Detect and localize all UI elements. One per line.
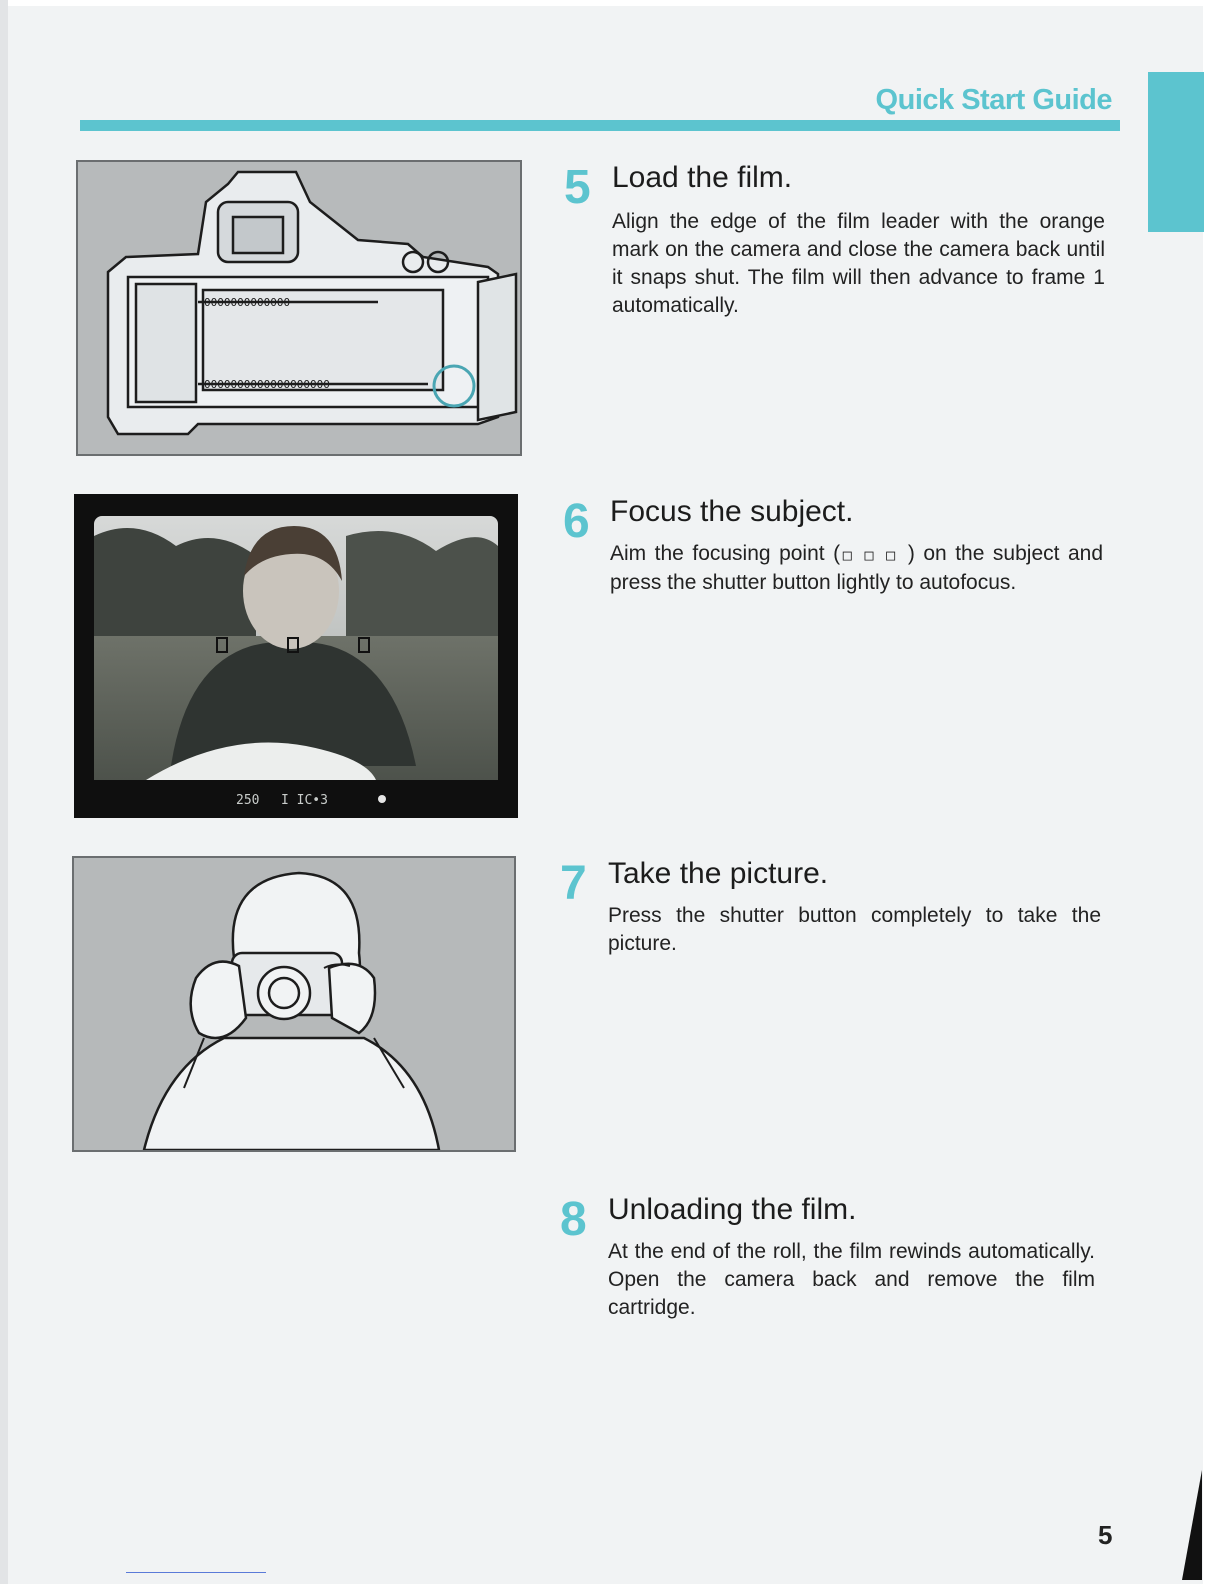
step-7-body: Press the shutter button completely to take the picture. [608, 904, 1101, 955]
step-8-number: 8 [560, 1193, 587, 1246]
svg-text:0000000000000: 0000000000000 [204, 296, 291, 309]
step-7-number: 7 [560, 857, 587, 910]
step-5-body: Align the edge of the film leader with the orange mark on the camera and close the camera back until it snaps shut. The film will then advance to frame 1 automatically. [612, 210, 1105, 317]
page-edge-top [0, 0, 1224, 6]
viewfinder-shutter-readout: 250 [236, 793, 260, 808]
bottom-link-line [126, 1572, 266, 1573]
page-edge-left [0, 0, 8, 1584]
viewfinder-display-readout: I IC•3 [281, 793, 328, 808]
page-header-title: Quick Start Guide [875, 84, 1112, 116]
step-6-body-before: Aim the focusing point ( [610, 542, 841, 565]
person-with-camera-illustration [72, 856, 516, 1152]
step-6-number: 6 [563, 495, 590, 548]
focus-points-glyph: □□□ [840, 546, 908, 564]
step-7-title: Take the picture. [608, 857, 829, 890]
step-6-body-after: ) on the subject and press the shutter button lightly to autofocus. [610, 542, 1103, 594]
camera-back-illustration [76, 160, 522, 456]
header-rule [80, 120, 1120, 131]
step-5-number: 5 [564, 161, 591, 214]
viewfinder-photo [74, 494, 518, 818]
step-6-body [610, 540, 1103, 597]
step-8-body: At the end of the roll, the film rewinds automatically. Open the camera back and remove the film cartridge. [608, 1240, 1095, 1319]
page-edge-right [1203, 0, 1224, 1584]
step-5-title: Load the film. [612, 161, 793, 194]
step-6-title: Focus the subject. [610, 495, 854, 528]
step-8-title: Unloading the film. [608, 1193, 857, 1226]
page-corner-mark [1180, 1470, 1204, 1580]
page-number: 5 [1098, 1520, 1113, 1550]
section-side-tab [1148, 72, 1204, 232]
svg-text:0000000000000000000: 0000000000000000000 [204, 378, 330, 391]
